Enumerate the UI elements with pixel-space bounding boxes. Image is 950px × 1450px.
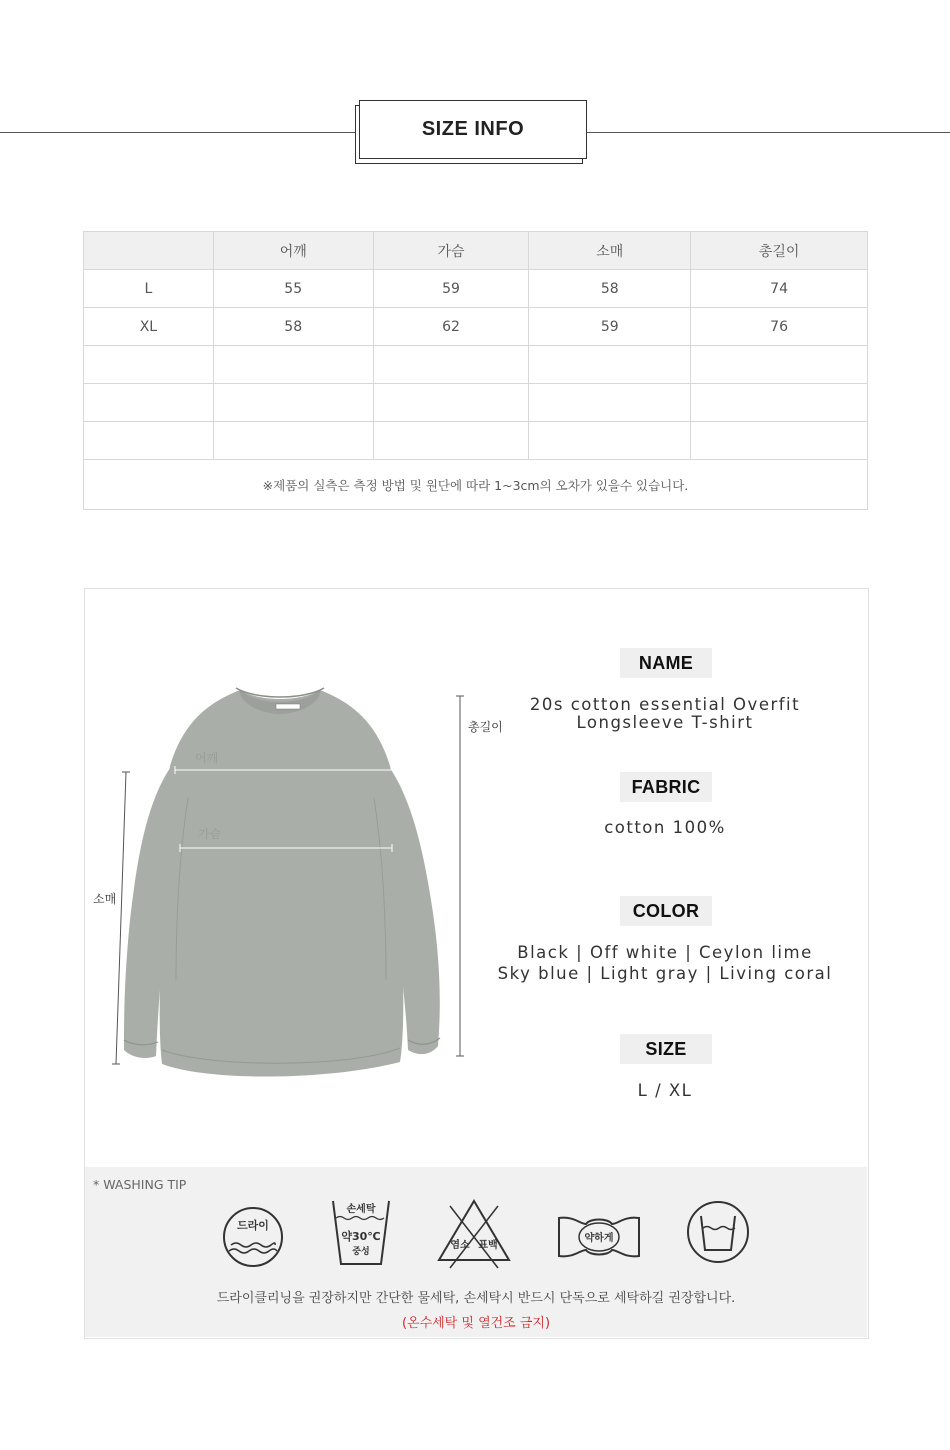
table-header-row <box>84 232 868 270</box>
hand-wash-icon <box>330 1198 392 1270</box>
table-cell <box>373 384 529 422</box>
title-divider-left <box>0 132 357 133</box>
washing-note: 드라이클리닝을 권장하지만 간단한 물세탁, 손세탁시 반드시 단독으로 세탁하길 권장합니다. <box>216 1291 736 1306</box>
title-divider-right <box>585 132 950 133</box>
table-cell <box>691 384 868 422</box>
sleeve-measure-line <box>116 772 126 1064</box>
table-row <box>84 384 868 422</box>
washing-tip-title: * WASHING TIP <box>93 1177 187 1192</box>
table-cell <box>691 422 868 460</box>
table-cell <box>213 384 373 422</box>
table-row <box>84 346 868 384</box>
color-label: COLOR <box>620 896 712 926</box>
table-row <box>84 270 868 308</box>
column-header: 소매 <box>529 232 691 270</box>
column-header: 어깨 <box>213 232 373 270</box>
table-cell: 62 <box>373 308 529 346</box>
table-cell <box>84 384 214 422</box>
length-label: 총길이 <box>468 720 503 734</box>
hand-wash-top-text: 손세탁 <box>346 1204 376 1215</box>
table-cell <box>213 346 373 384</box>
shoulder-label: 어깨 <box>195 751 219 765</box>
table-cell: L <box>84 270 214 308</box>
size-label: SIZE <box>620 1034 712 1064</box>
table-cell: 58 <box>529 270 691 308</box>
dry-clean-icon <box>221 1205 285 1269</box>
product-name-line2: Longsleeve T-shirt <box>576 713 754 732</box>
fabric-value: cotton 100% <box>604 818 726 837</box>
table-cell: 59 <box>373 270 529 308</box>
table-row <box>84 422 868 460</box>
table-cell <box>213 422 373 460</box>
table-cell <box>373 422 529 460</box>
column-header <box>84 232 214 270</box>
table-row <box>84 308 868 346</box>
table-cell <box>529 422 691 460</box>
measurement-note: ※제품의 실측은 측정 방법 및 원단에 따라 1~3cm의 오차가 있을수 있습니다. <box>84 460 868 510</box>
table-cell: 58 <box>213 308 373 346</box>
table-cell: 76 <box>691 308 868 346</box>
gentle-wring-icon <box>556 1212 642 1260</box>
color-options-line1: Black | Off white | Ceylon lime <box>517 943 813 962</box>
dry-clean-text: 드라이 <box>237 1219 269 1232</box>
fabric-label: FABRIC <box>620 772 712 802</box>
size-table <box>83 231 868 510</box>
washing-warning: (온수세탁 및 열건조 금지) <box>401 1316 551 1331</box>
table-cell <box>373 346 529 384</box>
table-cell: 59 <box>529 308 691 346</box>
no-bleach-icon <box>436 1198 512 1270</box>
gentle-wring-text: 약하게 <box>584 1233 614 1244</box>
table-cell: 55 <box>213 270 373 308</box>
column-header: 가슴 <box>373 232 529 270</box>
size-value: L / XL <box>637 1081 693 1100</box>
sleeve-label: 소매 <box>93 892 117 906</box>
table-note-row <box>84 460 868 510</box>
table-cell <box>691 346 868 384</box>
column-header: 총길이 <box>691 232 868 270</box>
table-cell <box>529 346 691 384</box>
table-cell: 74 <box>691 270 868 308</box>
page-title: SIZE INFO <box>359 100 587 159</box>
hand-wash-detergent-text: 중성 <box>352 1247 370 1257</box>
color-options-line2: Sky blue | Light gray | Living coral <box>497 964 833 983</box>
measurement-lines <box>110 690 470 1070</box>
product-name-line1: 20s cotton essential Overfit <box>529 695 801 714</box>
hand-wash-temp-text: 약30℃ <box>341 1230 381 1243</box>
table-cell <box>529 384 691 422</box>
table-cell: XL <box>84 308 214 346</box>
name-label: NAME <box>620 648 712 678</box>
no-bleach-left-text: 염소 <box>450 1240 470 1251</box>
chest-label: 가슴 <box>198 827 222 841</box>
table-cell <box>84 422 214 460</box>
table-cell <box>84 346 214 384</box>
no-bleach-right-text: 표백 <box>478 1240 498 1251</box>
wash-tub-icon <box>685 1200 751 1264</box>
